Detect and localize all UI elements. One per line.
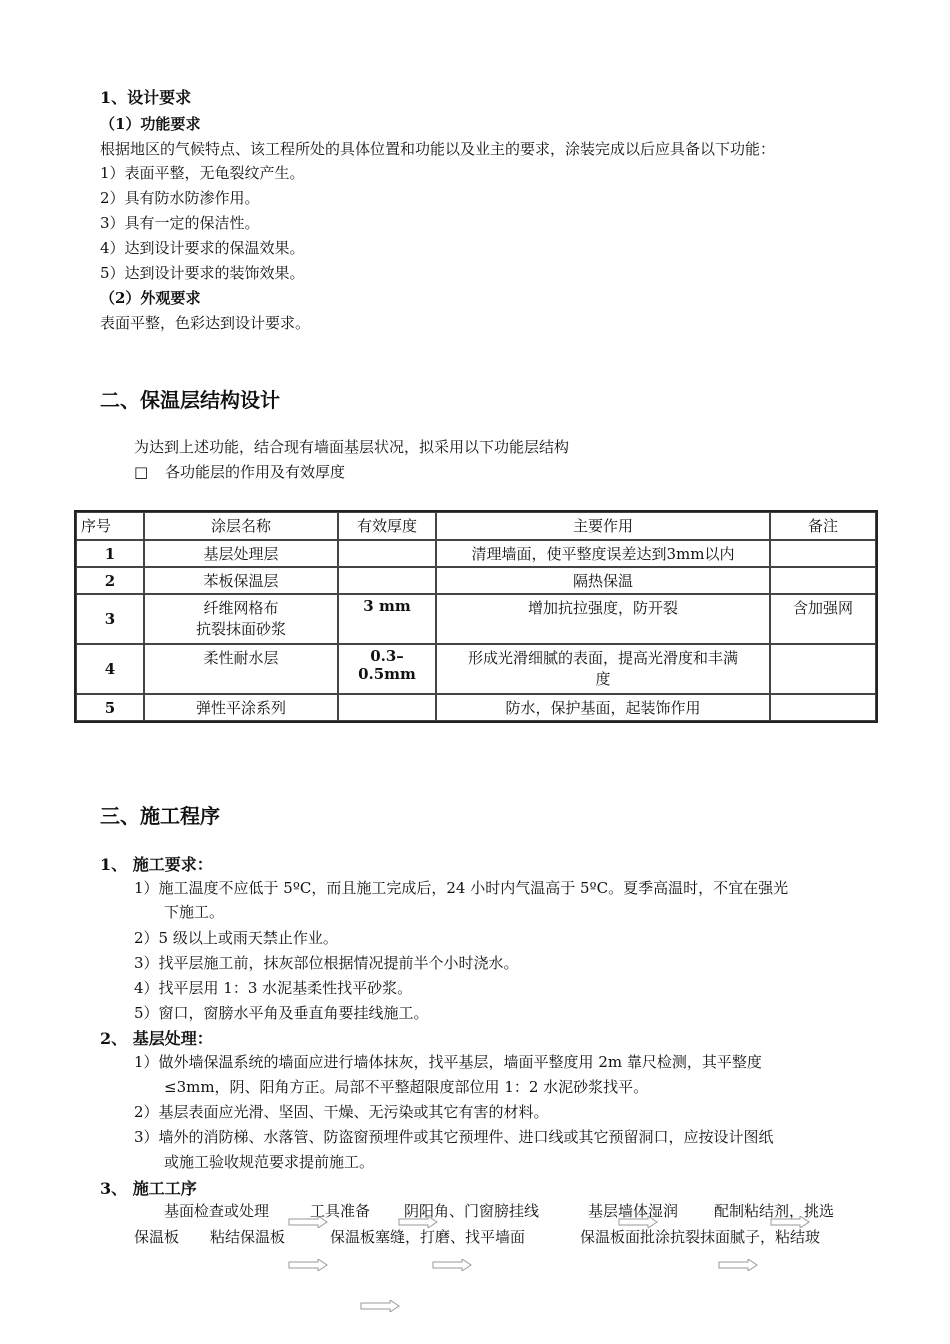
flow-arrow-icon xyxy=(770,1216,810,1228)
req-item-1: 1）施工温度不应低于 5ºC，而且施工完成后，24 小时内气温高于 5ºC。夏季高温时，不宜在强光 xyxy=(134,879,789,897)
flow-step-7: 粘结保温板 xyxy=(210,1228,286,1246)
table-row xyxy=(76,594,876,644)
flow-arrow-icon xyxy=(360,1300,400,1312)
row-no: 5 xyxy=(76,694,144,721)
col-header-thickness: 有效厚度 xyxy=(338,512,436,540)
appearance-requirements-title: （2）外观要求 xyxy=(100,289,201,307)
row-function: 隔热保温 xyxy=(436,567,770,594)
req-item-4: 4）找平层用 1：3 水泥基柔性找平砂浆。 xyxy=(134,979,413,997)
req-item-1-cont: 下施工。 xyxy=(164,903,225,921)
section2-intro: 为达到上述功能，结合现有墙面基层状况，拟采用以下功能层结构 xyxy=(134,438,570,456)
row-note xyxy=(770,567,876,594)
col-header-note: 备注 xyxy=(770,512,876,540)
flow-step-5: 配制粘结剂，挑选 xyxy=(714,1202,835,1220)
appearance-text: 表面平整，色彩达到设计要求。 xyxy=(100,314,311,332)
row-function-cell xyxy=(436,644,770,694)
row-function: 防水，保护基面，起装饰作用 xyxy=(436,694,770,721)
checkbox-bullet-icon: □ xyxy=(134,463,149,481)
row-note: 含加强网 xyxy=(770,594,876,644)
base-item-1: 1）做外墙保温系统的墙面应进行墙体抹灰，找平基层，墙面平整度用 2m 靠尺检测，其平整度 xyxy=(134,1053,762,1071)
base-item-1-cont: ≤3mm，阴、阳角方正。局部不平整超限度部位用 1：2 水泥砂浆找平。 xyxy=(164,1078,649,1096)
section1-heading: 1、设计要求 xyxy=(100,88,192,107)
table-row xyxy=(76,540,876,567)
row-thickness xyxy=(338,540,436,567)
row-function: 形成光滑细腻的表面，提高光滑度和丰满 xyxy=(467,649,738,667)
table-row xyxy=(76,694,876,721)
row-no: 1 xyxy=(76,540,144,567)
req-item-5: 5）窗口，窗膀水平角及垂直角要挂线施工。 xyxy=(134,1004,429,1022)
table-row xyxy=(76,567,876,594)
section2-heading: 二、保温层结构设计 xyxy=(100,388,280,412)
row-function: 清理墙面，使平整度误差达到3mm以内 xyxy=(436,540,770,567)
row-name: 基层处理层 xyxy=(144,540,338,567)
section3-heading: 三、施工程序 xyxy=(100,804,220,828)
req-item-2: 2）5 级以上或雨天禁止作业。 xyxy=(134,929,338,947)
row-no: 3 xyxy=(76,594,144,644)
function-requirements-title: （1）功能要求 xyxy=(100,115,201,133)
flow-step-6: 保温板 xyxy=(134,1228,180,1246)
flow-arrow-icon xyxy=(398,1216,438,1228)
row-thickness: 0.3–0.5mm xyxy=(338,644,436,694)
req-item-3: 3）找平层施工前，抹灰部位根据情况提前半个小时浇水。 xyxy=(134,954,519,972)
function-item-3: 3）具有一定的保洁性。 xyxy=(100,214,260,232)
row-function: 增加抗拉强度，防开裂 xyxy=(436,594,770,644)
col-header-name: 涂层名称 xyxy=(144,512,338,540)
flow-step-1: 基面检查或处理 xyxy=(164,1202,270,1220)
row-no: 2 xyxy=(76,567,144,594)
row-thickness xyxy=(338,694,436,721)
flow-step-2: 工具准备 xyxy=(310,1202,371,1220)
row-thickness xyxy=(338,567,436,594)
flow-step-9: 保温板面批涂抗裂抹面腻子，粘结玻 xyxy=(580,1228,821,1246)
flow-step-8: 保温板塞缝，打磨、找平墙面 xyxy=(330,1228,526,1246)
layers-table xyxy=(74,510,878,723)
flow-arrow-icon xyxy=(432,1259,472,1271)
flow-step-4: 基层墙体湿润 xyxy=(588,1202,679,1220)
flow-arrow-icon xyxy=(718,1259,758,1271)
row-note xyxy=(770,694,876,721)
function-item-5: 5）达到设计要求的装饰效果。 xyxy=(100,264,305,282)
process-title: 3、 施工工序 xyxy=(100,1179,197,1198)
row-no: 4 xyxy=(76,644,144,694)
flow-step-3: 阴阳角、门窗膀挂线 xyxy=(404,1202,540,1220)
row-name: 苯板保温层 xyxy=(144,567,338,594)
row-thickness: 3 mm xyxy=(338,594,436,644)
base-item-3: 3）墙外的消防梯、水落管、防盗窗预埋件或其它预埋件、进口线或其它预留洞口，应按设计图纸 xyxy=(134,1128,774,1146)
row-name: 纤维网格布 xyxy=(203,599,279,617)
base-item-2: 2）基层表面应光滑、坚固、干燥、无污染或其它有害的材料。 xyxy=(134,1103,549,1121)
flow-arrow-icon xyxy=(288,1216,328,1228)
layers-caption xyxy=(134,462,345,482)
flow-arrow-icon xyxy=(618,1216,658,1228)
function-item-1: 1）表面平整，无龟裂纹产生。 xyxy=(100,164,305,182)
table-row xyxy=(76,644,876,694)
function-item-4: 4）达到设计要求的保温效果。 xyxy=(100,239,305,257)
flow-arrow-icon xyxy=(288,1259,328,1271)
col-header-function: 主要作用 xyxy=(436,512,770,540)
row-name-cell xyxy=(144,594,338,644)
row-name: 弹性平涂系列 xyxy=(144,694,338,721)
layers-caption-text: 各功能层的作用及有效厚度 xyxy=(164,463,345,481)
construction-requirements-title: 1、 施工要求： xyxy=(100,855,213,874)
base-treatment-title: 2、 基层处理： xyxy=(100,1029,213,1048)
row-note xyxy=(770,644,876,694)
function-item-2: 2）具有防水防渗作用。 xyxy=(100,189,260,207)
base-item-3-cont: 或施工验收规范要求提前施工。 xyxy=(164,1153,375,1171)
function-intro: 根据地区的气候特点、该工程所处的具体位置和功能以及业主的要求，涂装完成以后应具备以下功能： xyxy=(100,140,776,158)
row-function-line2: 度 xyxy=(595,670,611,688)
row-name-line2: 抗裂抹面砂浆 xyxy=(195,620,286,638)
row-name: 柔性耐水层 xyxy=(144,644,338,694)
table-header-row xyxy=(76,512,876,540)
col-header-no: 序号 xyxy=(76,512,144,540)
row-note xyxy=(770,540,876,567)
